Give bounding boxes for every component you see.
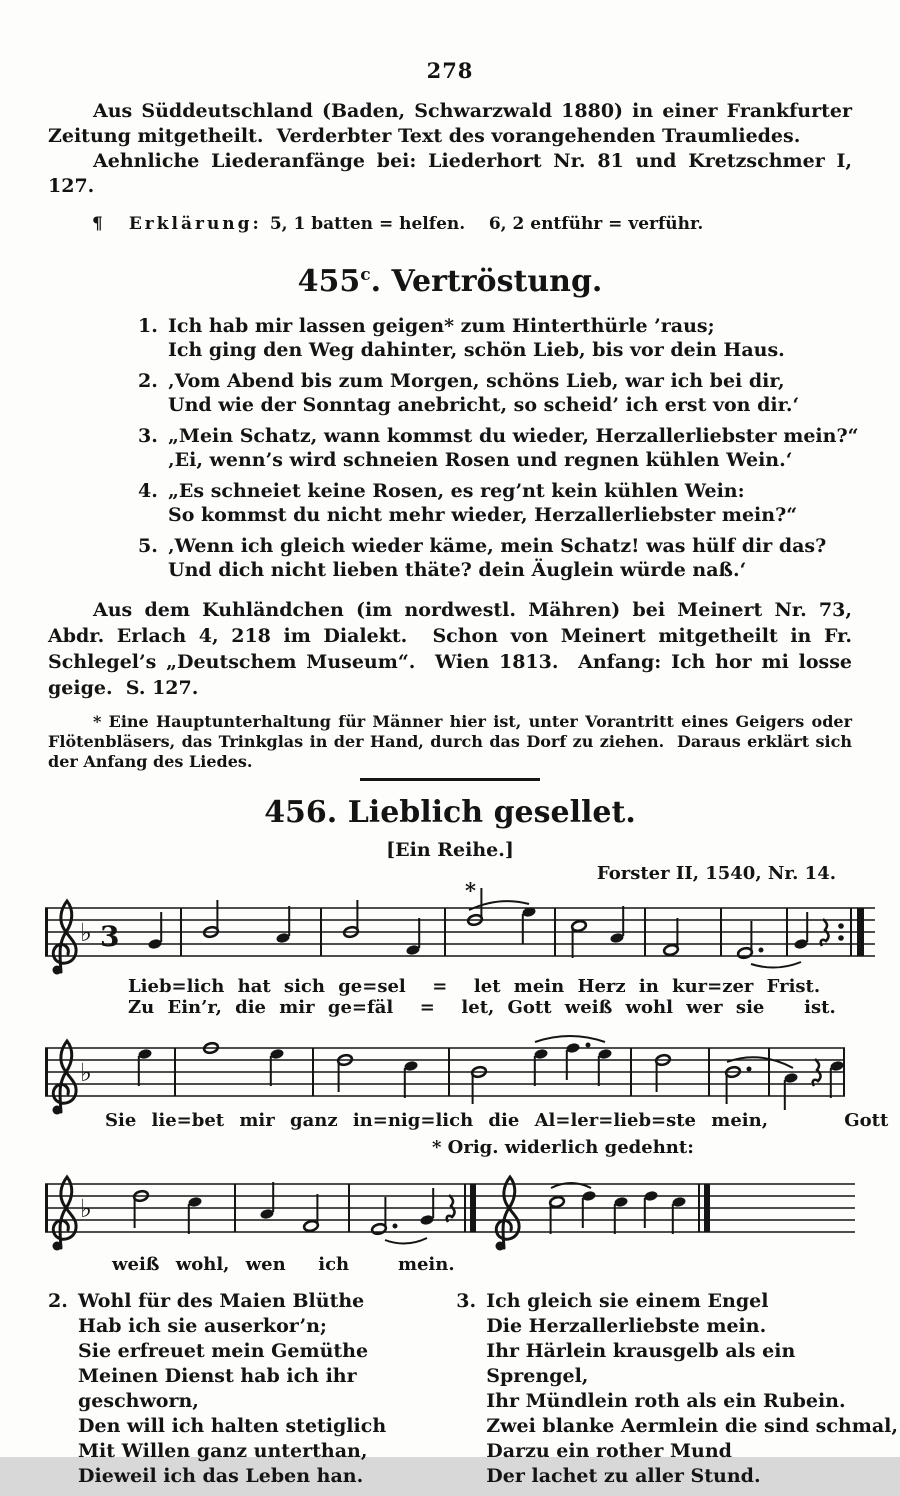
verse (456, 1289, 900, 1489)
notes-group (138, 1036, 845, 1110)
flat-sign-icon: ♭ (80, 918, 92, 947)
flat-sign-icon: ♭ (80, 1058, 92, 1087)
verse (138, 314, 900, 362)
staff-lines (45, 1184, 855, 1232)
staff-lyrics-line-2: Zu Ein’r, die mir ge=fäl = let, Gott weiß wohl wer sie ist. (128, 997, 836, 1018)
staff-lyrics-line-1: Lieb=lich hat sich ge=sel = let mein Herz in kur=zer Frist. (128, 976, 821, 997)
verse-number: 1. (138, 315, 158, 337)
verse-number: 2. (48, 1290, 68, 1312)
verse-number: 5. (138, 535, 158, 557)
page-number: 278 (426, 58, 474, 83)
treble-clef-icon (53, 1177, 77, 1251)
music-staff-2 (45, 1024, 845, 1112)
flat-sign-icon: ♭ (80, 1194, 92, 1223)
verse-line: Dieweil ich das Leben han. (78, 1465, 364, 1487)
music-staff-1 (45, 878, 875, 980)
verse-line: Ihr Härlein krausgelb als ein Sprengel, (486, 1340, 796, 1387)
verse (48, 1289, 456, 1489)
staff-lyrics-line-3: Sie lie=bet mir ganz in=nig=lich die Al=ler=lieb=ste mein, Gott (105, 1110, 889, 1131)
song-455-variant-letter: c (360, 265, 371, 285)
treble-clef-icon (53, 901, 77, 975)
tie (751, 962, 801, 968)
verse-line: Den will ich halten stetiglich (78, 1415, 387, 1437)
section-divider (360, 778, 540, 781)
tie (385, 1238, 427, 1244)
verse-line: Und wie der Sonntag anebricht, so scheid’ ich erst von dir.‘ (168, 394, 800, 416)
music-caption: * Orig. widerlich gedehnt: (432, 1137, 694, 1158)
song-456-title: 456. Lieblich gesellet. (264, 795, 636, 830)
song-455-number: 455 (297, 264, 361, 299)
verse-line: Die Herzallerliebste mein. (486, 1315, 767, 1337)
explanation-line (92, 214, 852, 234)
verse-line: Ich hab mir lassen geigen* zum Hinterthürle ’raus; (168, 315, 715, 337)
verse-line: Darzu ein rother Mund (486, 1440, 732, 1462)
explanation-label: Erklärung: (128, 214, 262, 234)
verse-line: Ihr Mündlein roth als ein Rubein. (486, 1390, 846, 1412)
verse-number: 3. (138, 425, 158, 447)
source-note: Aus dem Kuhländchen (im nordwestl. Mähren) bei Meinert Nr. 73, Abdr. Erlach 4, 218 im Dialekt. Schon von Meinert mitgetheilt in Fr. Schlegel’s „Deutschem Museum“. Wien 1813. Anfang: Ich hor mi losse geige. S. 127. (48, 599, 859, 699)
verse-line: Der lachet zu aller Stund. (486, 1465, 761, 1487)
asterisk-annotation: * (465, 878, 476, 903)
verse-line: Sie erfreuet mein Gemüthe (78, 1340, 369, 1362)
verse-line: Ich ging den Weg dahinter, schön Lieb, bis vor dein Haus. (168, 339, 785, 361)
verse-line: Meinen Dienst hab ich ihr geschworn, (78, 1365, 357, 1412)
song-455-name: . Vertröstung. (370, 264, 603, 299)
verse-line: Mit Willen ganz unterthan, (78, 1440, 368, 1462)
music-staff-3 (45, 1160, 855, 1252)
footnote: * Eine Hauptunterhaltung für Männer hier ist, unter Vorantritt eines Geigers oder Flötenbläsers, das Trinkglas in der Hand, durch das Dorf zu ziehen. Daraus erklärt sich der Anfang des Liedes. (48, 712, 858, 771)
song-455-title (0, 256, 900, 301)
song-456-verses (48, 1289, 900, 1496)
verse-number: 4. (138, 480, 158, 502)
verse (138, 369, 900, 417)
notes-group (133, 1182, 454, 1244)
verse (138, 479, 900, 527)
verse-line: ‚Wenn ich gleich wieder käme, mein Schatz! was hülf dir das? (168, 535, 827, 557)
verse (138, 424, 900, 472)
treble-clef-icon (53, 1041, 77, 1115)
verse-line: ‚Ei, wenn’s wird schneien Rosen und regnen kühlen Wein.‘ (168, 449, 793, 471)
verse (138, 534, 900, 582)
time-signature: 3 (100, 920, 120, 953)
verse-line: Hab ich sie auserkor’n; (78, 1315, 327, 1337)
verse-line: Zwei blanke Aermlein die sind schmal, (486, 1415, 898, 1437)
verse-line: Wohl für des Maien Blüthe (78, 1290, 365, 1312)
reference-paragraph: Aehnliche Liederanfänge bei: Liederhort Nr. 81 und Kretzschmer I, 127. (48, 150, 859, 197)
verse-line: „Es schneiet keine Rosen, es reg’nt kein kühlen Wein: (168, 480, 745, 502)
verse-number: 2. (138, 370, 158, 392)
verse-line: Ich gleich sie einem Engel (486, 1290, 769, 1312)
pilcrow-icon: ¶ (92, 214, 103, 234)
treble-clef-icon (496, 1177, 520, 1251)
song-456-subtitle: [Ein Reihe.] (386, 839, 514, 861)
slur (535, 1036, 605, 1042)
verse-number: 3. (456, 1290, 477, 1312)
verse-line: ‚Vom Abend bis zum Morgen, schöns Lieb, war ich bei dir, (168, 370, 785, 392)
song-456-attribution: Forster II, 1540, Nr. 14. (596, 863, 836, 884)
verse-line: So kommst du nicht mehr wieder, Herzallerliebster mein?“ (168, 504, 798, 526)
verse-line: Und dich nicht lieben thäte? dein Äuglein würde naß.‘ (168, 559, 747, 581)
verse-line: „Mein Schatz, wann kommst du wieder, Herzallerliebster mein?“ (168, 425, 859, 447)
explanation-text: 5, 1 batten = helfen. 6, 2 entführ = verführ. (269, 214, 704, 234)
staff-lyrics-line-4: weiß wohl, wen ich mein. (112, 1254, 455, 1275)
song-455-verses (138, 314, 900, 582)
intro-paragraph: Aus Süddeutschland (Baden, Schwarzwald 1880) in einer Frankfurter Zeitung mitgetheilt. Verderbter Text des vorangehenden Traumliedes. (48, 100, 859, 147)
